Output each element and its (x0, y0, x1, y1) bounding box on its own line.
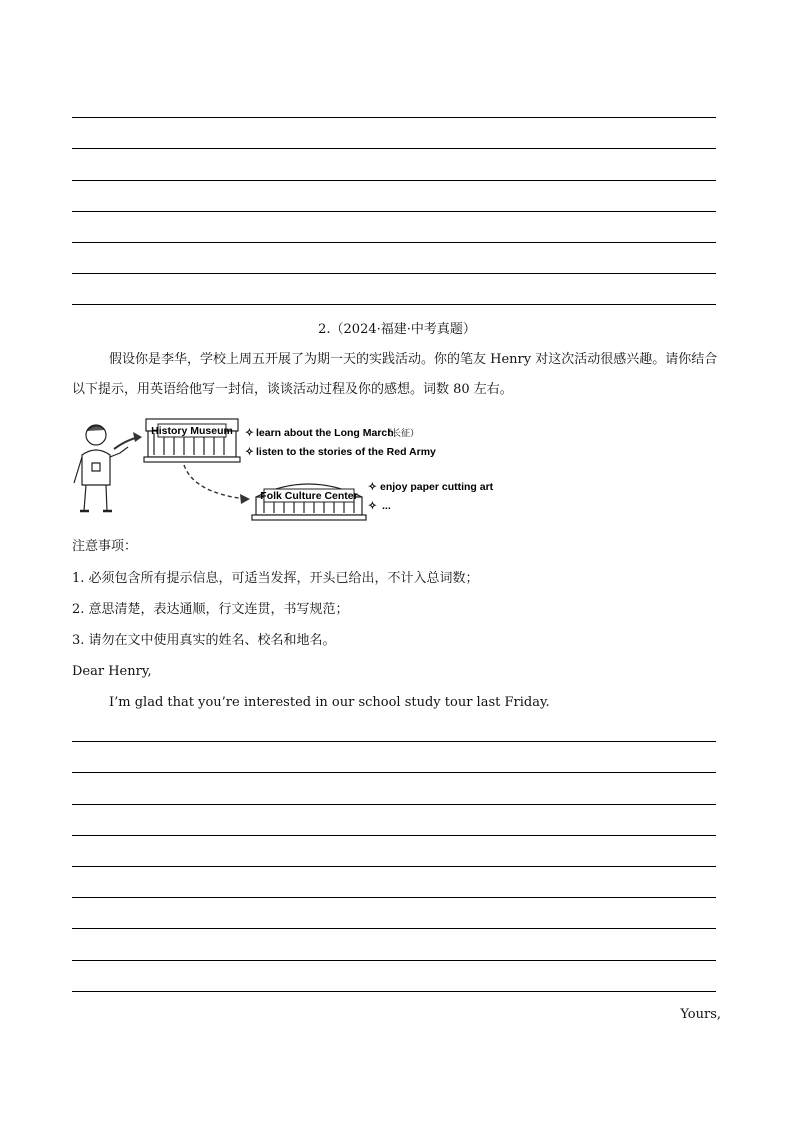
place2-label: Folk Culture Center (260, 490, 358, 502)
answer-line[interactable] (72, 960, 716, 961)
answer-line[interactable] (72, 804, 716, 805)
arrow-to-folk-center (184, 465, 250, 504)
answer-line[interactable] (72, 148, 716, 149)
bullet-icon: ✧ (368, 500, 377, 512)
activity-illustration (70, 413, 510, 523)
answer-line[interactable] (72, 242, 716, 243)
letter-salutation: Dear Henry, (72, 664, 152, 679)
answer-line[interactable] (72, 741, 716, 742)
answer-line[interactable] (72, 772, 716, 773)
bullet-icon: ✧ (245, 446, 254, 458)
question-prompt: 假设你是李华，学校上周五开展了为期一天的实践活动。你的笔友 Henry 对这次活动很感兴趣。请你结合以下提示，用英语给他写一封信，谈谈活动过程及你的感想。词数 80 左右。 (72, 352, 718, 397)
place1-label: History Museum (151, 425, 233, 437)
answer-line[interactable] (72, 866, 716, 867)
note-item-1: 1. 必须包含所有提示信息，可适当发挥，开头已给出，不计入总词数； (72, 571, 479, 586)
place2-item-2: ... (382, 500, 391, 512)
answer-line[interactable] (72, 273, 716, 274)
answer-line[interactable] (72, 991, 716, 992)
question-number: 2 (318, 322, 327, 337)
note-item-2: 2. 意思清楚，表达通顺，行文连贯，书写规范； (72, 602, 349, 617)
question-source: （2024·福建·中考真题） (330, 322, 476, 337)
bullet-icon: ✧ (245, 427, 254, 439)
place1-item-note: （长征） (383, 429, 420, 439)
answer-line[interactable] (72, 304, 716, 305)
place1-item-1: learn about the Long March (256, 427, 394, 439)
answer-line[interactable] (72, 835, 716, 836)
student-figure (74, 425, 128, 511)
letter-closing: Yours, (680, 1007, 721, 1022)
place2-item-1: enjoy paper cutting art (380, 481, 494, 493)
question-title: 2.（2024·福建·中考真题） (318, 322, 476, 337)
answer-line[interactable] (72, 180, 716, 181)
arrow-to-museum (114, 432, 142, 449)
answer-line[interactable] (72, 928, 716, 929)
letter-opening: I’m glad that you’re interested in our school study tour last Friday. (109, 695, 550, 710)
note-item-3: 3. 请勿在文中使用真实的姓名、校名和地名。 (72, 633, 336, 648)
place1-item-2: listen to the stories of the Red Army (256, 446, 436, 458)
answer-line[interactable] (72, 211, 716, 212)
notes-title: 注意事项： (72, 539, 138, 554)
bullet-icon: ✧ (368, 481, 377, 493)
answer-line[interactable] (72, 117, 716, 118)
answer-line[interactable] (72, 897, 716, 898)
